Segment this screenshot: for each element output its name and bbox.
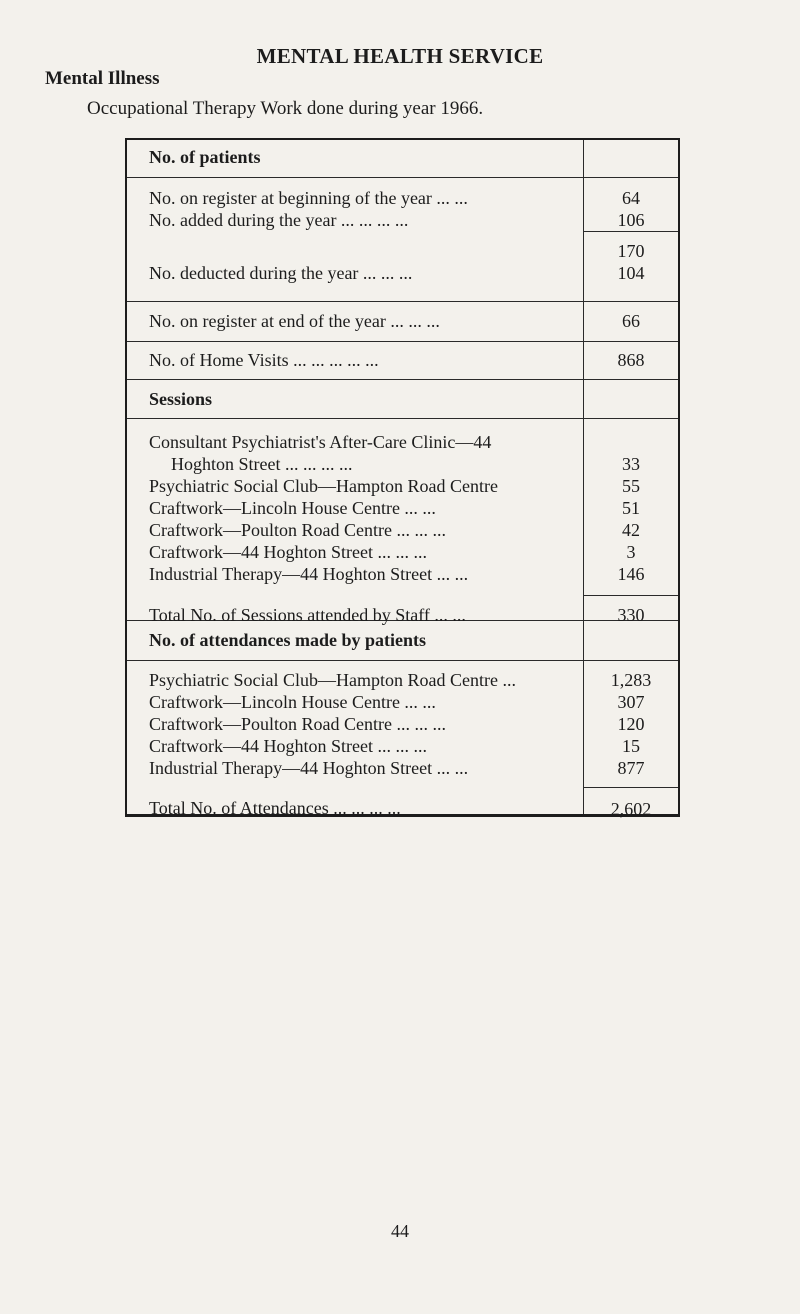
deducted-value: 104 <box>617 263 645 283</box>
session-row-value: 33 <box>622 454 640 474</box>
session-row-label-continued: Hoghton Street ... ... ... ... <box>171 454 353 474</box>
home-visits-value: 868 <box>617 350 645 370</box>
register-start-label: No. on register at beginning of the year ... ... <box>149 188 468 208</box>
attendance-row-value: 1,283 <box>610 670 652 690</box>
session-row-value: 42 <box>622 520 640 540</box>
attendances-header: No. of attendances made by patients <box>149 630 426 650</box>
attendance-row-label: Psychiatric Social Club—Hampton Road Centre ... <box>149 670 516 690</box>
attendance-row-label: Craftwork—Poulton Road Centre ... ... ... <box>149 714 446 734</box>
sessions-total-label: Total No. of Sessions attended by Staff ... ... <box>149 605 466 625</box>
session-row-label: Craftwork—Poulton Road Centre ... ... ... <box>149 520 446 540</box>
patients-header: No. of patients <box>149 147 261 167</box>
register-end-value: 66 <box>622 311 640 331</box>
page-heading: MENTAL HEALTH SERVICE <box>256 44 544 68</box>
sessions-total-value: 330 <box>617 605 645 625</box>
intro-text: Occupational Therapy Work done during year 1966. <box>87 98 484 119</box>
attendance-row-value: 307 <box>617 692 645 712</box>
statistics-table <box>125 138 680 817</box>
home-visits-label: No. of Home Visits ... ... ... ... ... <box>149 350 379 370</box>
attendance-row-label: Craftwork—Lincoln House Centre ... ... <box>149 692 436 712</box>
home-visits-block <box>127 342 678 380</box>
page-number: 44 <box>391 1221 409 1241</box>
attendance-row-value: 15 <box>622 736 640 756</box>
session-row-label: Psychiatric Social Club—Hampton Road Centre <box>149 476 498 496</box>
deducted-label: No. deducted during the year ... ... ... <box>149 263 413 283</box>
session-row-label: Craftwork—44 Hoghton Street ... ... ... <box>149 542 427 562</box>
attendances-total-value: 2,602 <box>610 799 652 819</box>
added-label: No. added during the year ... ... ... ... <box>149 210 409 230</box>
section-title: Mental Illness <box>45 68 160 89</box>
session-row-value: 3 <box>626 542 636 562</box>
register-end-label: No. on register at end of the year ... ... ... <box>149 311 440 331</box>
attendances-total-label: Total No. of Attendances ... ... ... ... <box>149 798 401 818</box>
patients-header-block <box>127 140 678 178</box>
attendances-block <box>127 661 678 819</box>
session-row-label: Consultant Psychiatrist's After-Care Clinic—44 <box>149 432 492 452</box>
sessions-header: Sessions <box>149 389 213 409</box>
session-row-value: 55 <box>622 476 640 496</box>
register-start-value: 64 <box>622 188 640 208</box>
session-row-label: Craftwork—Lincoln House Centre ... ... <box>149 498 436 518</box>
attendance-row-value: 877 <box>584 757 678 788</box>
session-row-value: 51 <box>622 498 640 518</box>
session-row-label: Industrial Therapy—44 Hoghton Street ... ... <box>149 564 469 584</box>
attendance-row-value: 120 <box>617 714 645 734</box>
attendances-header-block <box>127 621 678 661</box>
attendance-row-label: Industrial Therapy—44 Hoghton Street ... ... <box>149 758 469 778</box>
subtotal-value: 170 <box>617 241 645 261</box>
sessions-header-block <box>127 380 678 419</box>
session-row-value: 146 <box>584 563 678 596</box>
attendance-row-label: Craftwork—44 Hoghton Street ... ... ... <box>149 736 427 756</box>
register-movement-block <box>127 178 678 302</box>
register-end-block <box>127 302 678 342</box>
sessions-block <box>127 419 678 625</box>
added-value: 106 <box>584 209 678 232</box>
